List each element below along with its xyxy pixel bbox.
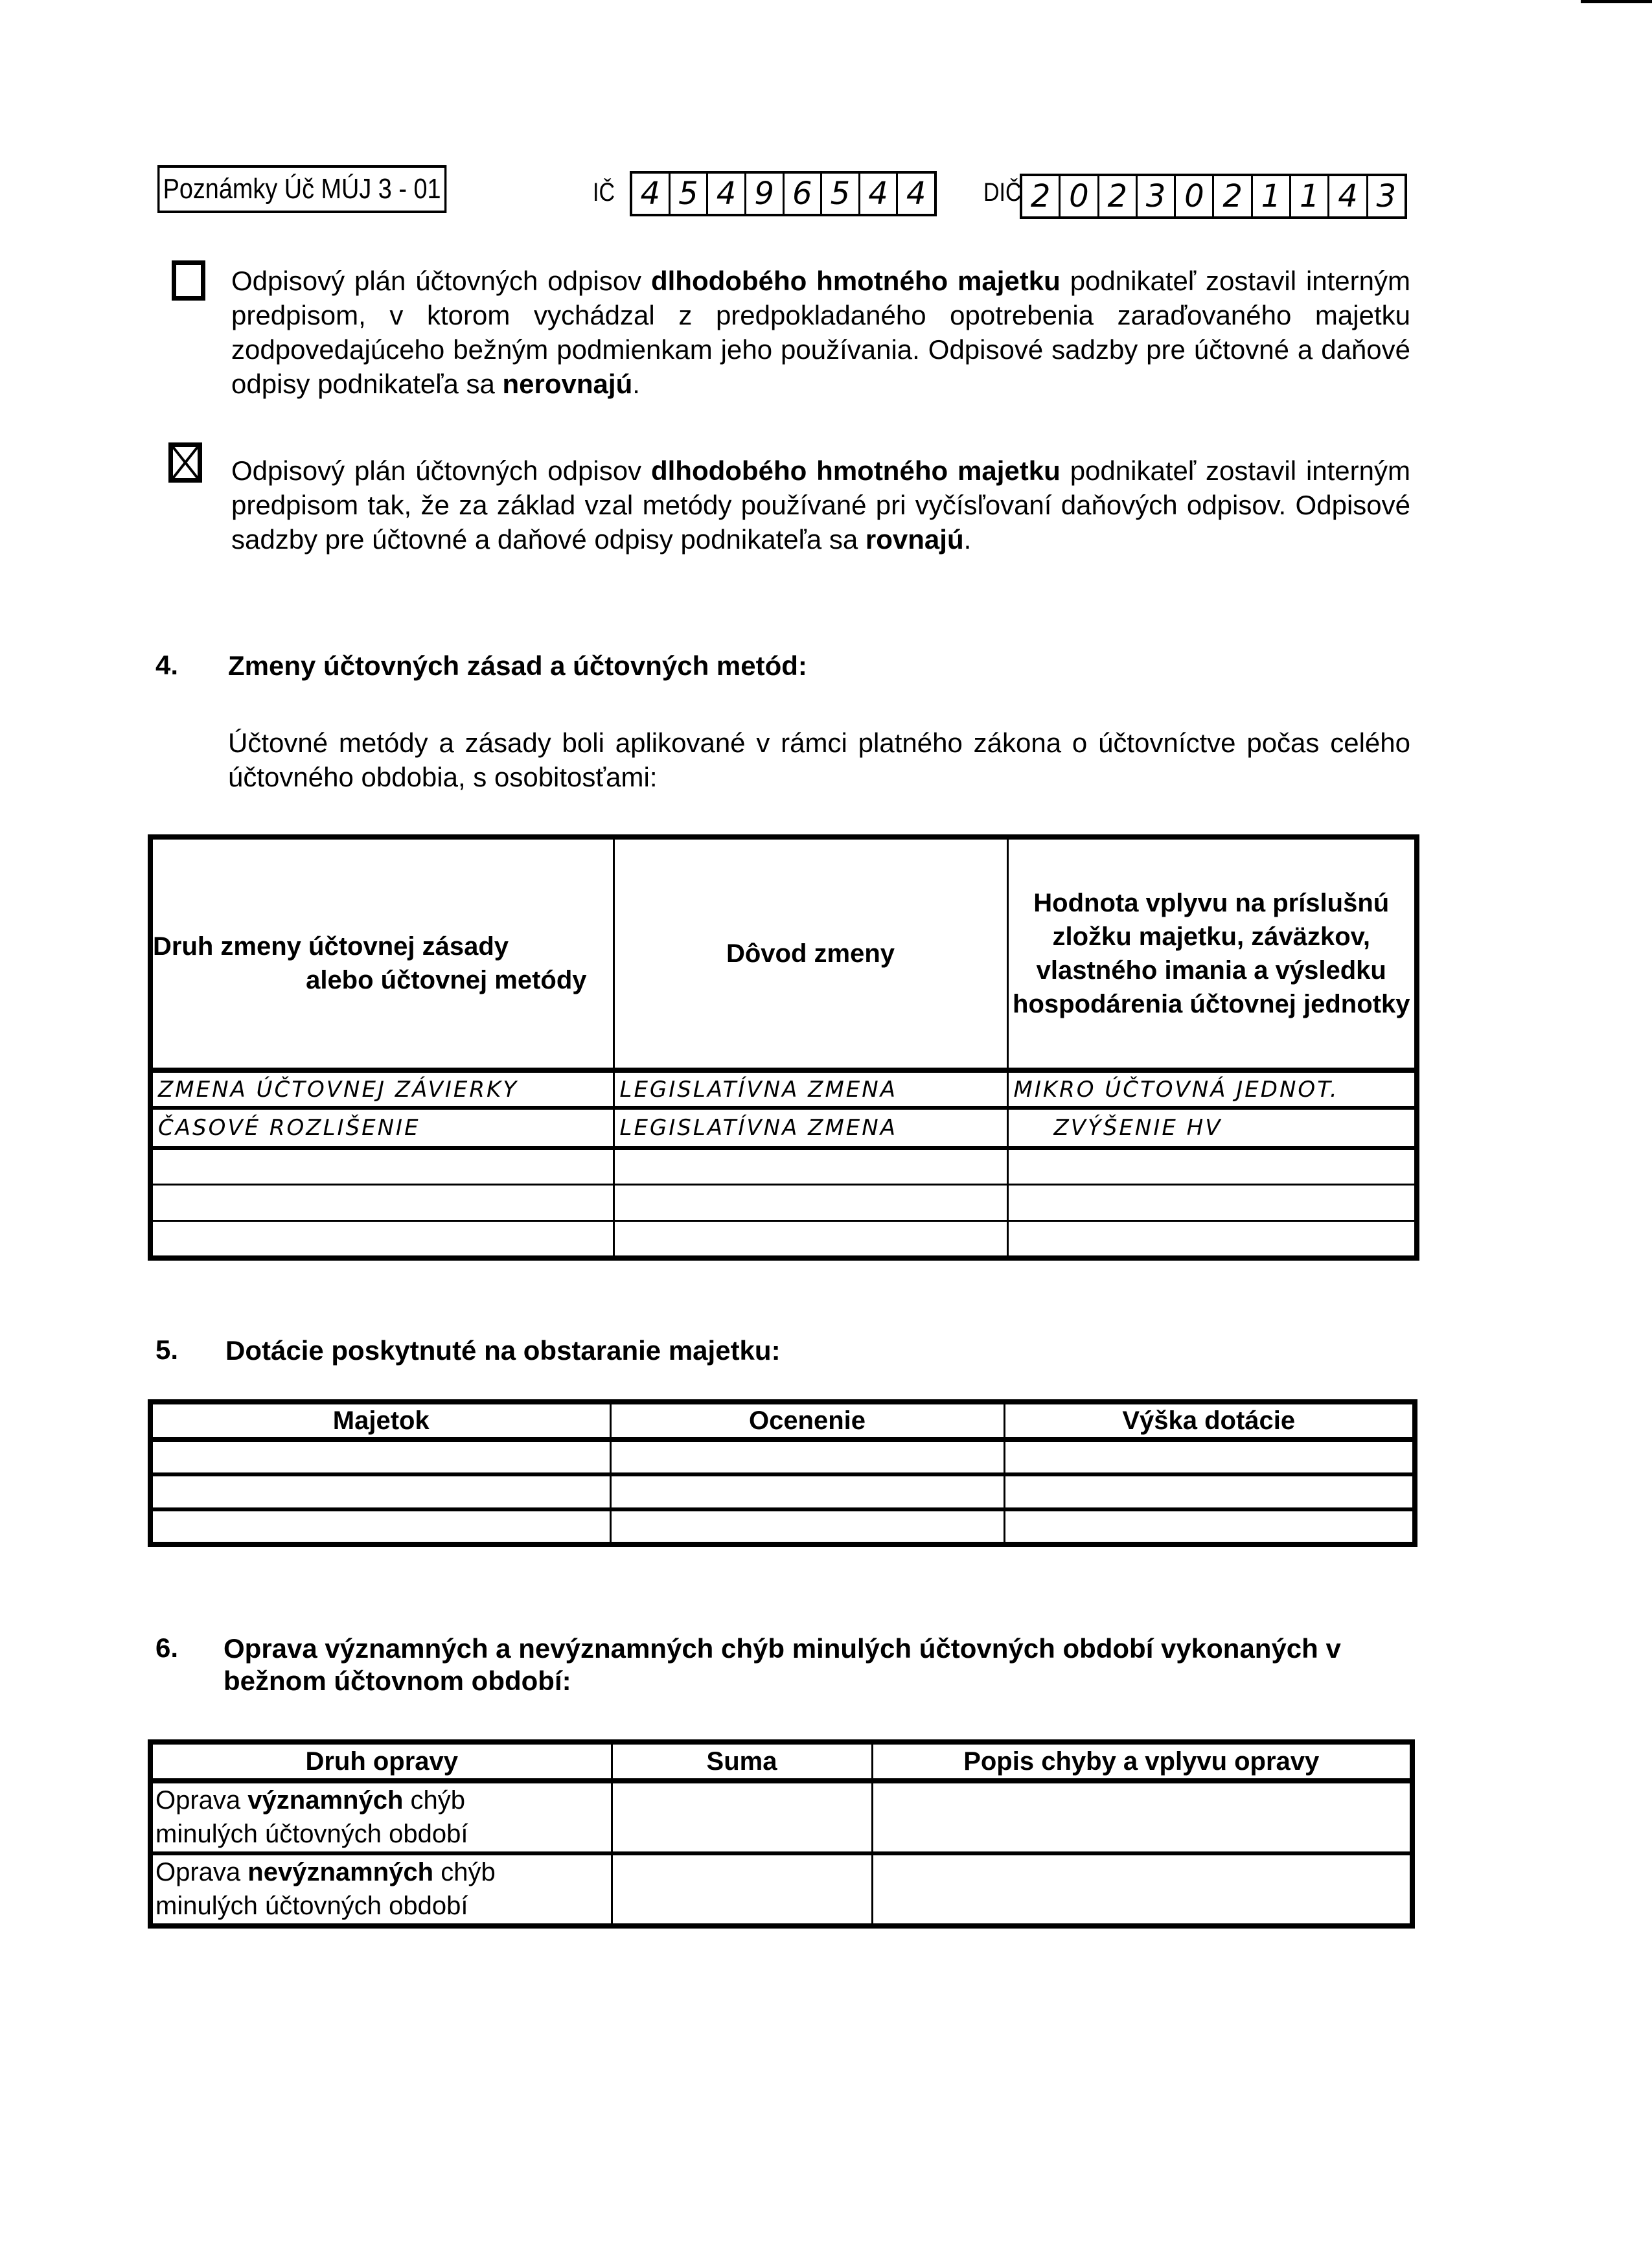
changes-table-cell[interactable] — [614, 1108, 1007, 1148]
subsidies-table-cell[interactable] — [1004, 1439, 1415, 1474]
section-4-number: 4. — [155, 650, 179, 680]
correction-type-line2: minulých účtovných období — [155, 1892, 468, 1920]
dic-digit-box[interactable]: 0 — [1061, 176, 1099, 216]
subsidies-table-cell[interactable] — [1004, 1474, 1415, 1509]
changes-table-row — [150, 1220, 1417, 1258]
section-6-title: Oprava významných a nevýznamných chýb minulých účtovných období vykonaných v bežnom účtovnom období: — [224, 1633, 1341, 1696]
checkbox-option-equal-rates[interactable] — [168, 442, 202, 483]
ic-digit-box[interactable]: 4 — [906, 176, 926, 212]
dic-digit-box[interactable]: 3 — [1138, 176, 1176, 216]
handwritten-entry: LEGISLATÍVNA ZMENA — [619, 1076, 897, 1103]
col-header-valuation: Ocenenie — [610, 1402, 1004, 1439]
subsidies-table-header — [150, 1402, 1415, 1439]
correction-sum-cell[interactable] — [612, 1781, 872, 1853]
correction-type-cell — [150, 1853, 612, 1926]
changes-table-row — [150, 1148, 1417, 1184]
corrections-table — [148, 1739, 1415, 1929]
handwritten-entry: LEGISLATÍVNA ZMENA — [619, 1115, 897, 1141]
option-text-segment: Odpisový plán účtovných odpisov — [231, 266, 651, 296]
option-text-equal-rates — [231, 453, 1410, 556]
option-text-segment: podnikateľ zostavil interným predpisom tak, že za základ vzal metódy používané pri vyčísľovaní daňových odpisov. Odpisové sadzby pre účtovné a daňové odpisy podnikateľa sa — [231, 455, 1410, 555]
subsidies-table-cell[interactable] — [610, 1509, 1004, 1544]
handwritten-entry: ZMENA ÚČTOVNEJ ZÁVIERKY — [158, 1076, 519, 1103]
checkbox-option-unequal-rates[interactable] — [172, 260, 205, 301]
option-text-segment: nerovnajú — [502, 369, 633, 399]
section-4-title: Zmeny účtovných zásad a účtovných metód: — [228, 650, 807, 681]
changes-table-cell[interactable] — [614, 1184, 1007, 1220]
ic-field[interactable] — [630, 171, 937, 216]
changes-table-cell[interactable] — [150, 1184, 614, 1220]
changes-table-cell[interactable] — [614, 1148, 1007, 1184]
changes-table-row — [150, 1070, 1417, 1108]
changes-table-cell[interactable] — [1007, 1220, 1417, 1258]
changes-table-row — [150, 1184, 1417, 1220]
col-header-sum: Suma — [612, 1742, 872, 1781]
changes-table-cell[interactable] — [1007, 1070, 1417, 1108]
option-text-segment: dlhodobého hmotného majetku — [650, 266, 1061, 296]
handwritten-entry: MIKRO ÚČTOVNÁ JEDNOT. — [1013, 1076, 1339, 1103]
ic-digit-box[interactable]: 4 — [860, 174, 899, 214]
changes-table-row — [150, 1108, 1417, 1148]
col-header-impact: Hodnota vplyvu na príslušnú zložku majetku, záväzkov, vlastného imania a výsledku hospodárenia účtovnej jednotky — [1007, 837, 1417, 1070]
col-header-reason: Dôvod zmeny — [614, 837, 1007, 1070]
subsidies-table-cell[interactable] — [610, 1439, 1004, 1474]
col-header-change-type-line2: alebo účtovnej metódy — [306, 966, 587, 994]
option-text-segment: rovnajú — [865, 524, 964, 555]
changes-table-cell[interactable] — [614, 1220, 1007, 1258]
col-header-asset: Majetok — [150, 1402, 610, 1439]
changes-table-cell[interactable] — [150, 1108, 614, 1148]
dic-digit-box[interactable]: 2 — [1022, 176, 1061, 216]
correction-type-suffix: chýb — [403, 1786, 466, 1815]
ic-digit-box[interactable]: 4 — [708, 174, 746, 214]
changes-table-cell[interactable] — [150, 1220, 614, 1258]
option-text-segment: . — [632, 369, 640, 399]
correction-description-cell[interactable] — [872, 1853, 1412, 1926]
ic-digit-box[interactable]: 5 — [671, 174, 709, 214]
changes-table-cell[interactable] — [1007, 1184, 1417, 1220]
correction-type-emphasis: nevýznamných — [247, 1858, 434, 1886]
changes-table-cell[interactable] — [150, 1148, 614, 1184]
dic-digit-box[interactable]: 0 — [1176, 176, 1214, 216]
section-4-intro: Účtovné metódy a zásady boli aplikované v rámci platného zákona o účtovníctve počas celého účtovného obdobia, s osobitosťami: — [228, 727, 1410, 792]
subsidies-table-cell[interactable] — [150, 1509, 610, 1544]
section-5-title: Dotácie poskytnuté na obstaranie majetku: — [225, 1335, 781, 1366]
correction-description-cell[interactable] — [872, 1781, 1412, 1853]
correction-sum-cell[interactable] — [612, 1853, 872, 1926]
dic-digit-box[interactable]: 1 — [1253, 176, 1291, 216]
subsidies-table-cell[interactable] — [1004, 1509, 1415, 1544]
changes-table-cell[interactable] — [614, 1070, 1007, 1108]
option-text-unequal-rates — [231, 264, 1410, 401]
dic-digit-box[interactable]: 1 — [1291, 176, 1329, 216]
checkmark-x-icon — [173, 447, 198, 478]
dic-label: DIČ — [983, 178, 1022, 207]
dic-digit-box[interactable]: 3 — [1376, 178, 1397, 214]
subsidies-table-cell[interactable] — [610, 1474, 1004, 1509]
correction-type-prefix: Oprava — [155, 1786, 248, 1815]
form-label-box — [157, 165, 446, 213]
changes-table-cell[interactable] — [1007, 1148, 1417, 1184]
handwritten-entry: ZVÝŠENIE HV — [1053, 1115, 1222, 1141]
subsidies-table-cell[interactable] — [150, 1474, 610, 1509]
col-header-change-type-line1: Druh zmeny účtovnej zásady — [153, 932, 509, 961]
subsidies-table — [148, 1399, 1417, 1547]
section-6-number: 6. — [155, 1632, 179, 1663]
col-header-correction-type: Druh opravy — [150, 1742, 612, 1781]
subsidies-table-cell[interactable] — [150, 1439, 610, 1474]
ic-label: IČ — [593, 178, 615, 207]
option-text-segment: Odpisový plán účtovných odpisov — [231, 455, 651, 486]
subsidies-table-row — [150, 1474, 1415, 1509]
changes-table — [148, 834, 1419, 1261]
changes-table-cell[interactable] — [1007, 1108, 1417, 1148]
corrections-table-row — [150, 1781, 1412, 1853]
correction-type-label — [153, 1783, 611, 1851]
section-5-number: 5. — [155, 1334, 179, 1365]
correction-type-label — [153, 1855, 611, 1923]
option-text-segment: dlhodobého hmotného majetku — [650, 455, 1061, 486]
dic-field[interactable] — [1020, 174, 1407, 219]
ic-digit-box[interactable]: 6 — [785, 174, 823, 214]
col-header-change-type — [150, 837, 614, 1070]
handwritten-entry: ČASOVÉ ROZLIŠENIE — [158, 1115, 420, 1141]
form-label: Poznámky Úč MÚJ 3 - 01 — [163, 173, 441, 205]
scan-corner-mark — [1581, 0, 1652, 3]
dic-digit-box[interactable]: 4 — [1329, 176, 1368, 216]
changes-table-cell[interactable] — [150, 1070, 614, 1108]
corrections-table-row — [150, 1853, 1412, 1926]
option-text-segment: . — [963, 524, 972, 555]
correction-type-emphasis: významných — [247, 1786, 404, 1815]
changes-table-header — [150, 837, 1417, 1070]
correction-type-cell — [150, 1781, 612, 1853]
correction-type-line2: minulých účtovných období — [155, 1820, 468, 1848]
option-text-segment: podnikateľ zostavil interným predpisom, v ktorom vychádzal z predpokladaného opotrebenia zaraďovaného majetku zodpovedajúceho bežným podmienkam jeho používania. Odpisové sadzby pre účtovné a daňové odpisy podnikateľa sa — [231, 266, 1410, 399]
subsidies-table-row — [150, 1509, 1415, 1544]
subsidies-table-row — [150, 1439, 1415, 1474]
ic-digit-box[interactable]: 5 — [822, 174, 860, 214]
ic-digit-box[interactable]: 9 — [746, 174, 785, 214]
ic-digit-box[interactable]: 4 — [632, 174, 671, 214]
correction-type-suffix: chýb — [433, 1858, 496, 1886]
dic-digit-box[interactable]: 2 — [1099, 176, 1138, 216]
col-header-description: Popis chyby a vplyvu opravy — [872, 1742, 1412, 1781]
correction-type-prefix: Oprava — [155, 1858, 248, 1886]
col-header-subsidy-amount: Výška dotácie — [1004, 1402, 1415, 1439]
corrections-table-header — [150, 1742, 1412, 1781]
dic-digit-box[interactable]: 2 — [1214, 176, 1252, 216]
